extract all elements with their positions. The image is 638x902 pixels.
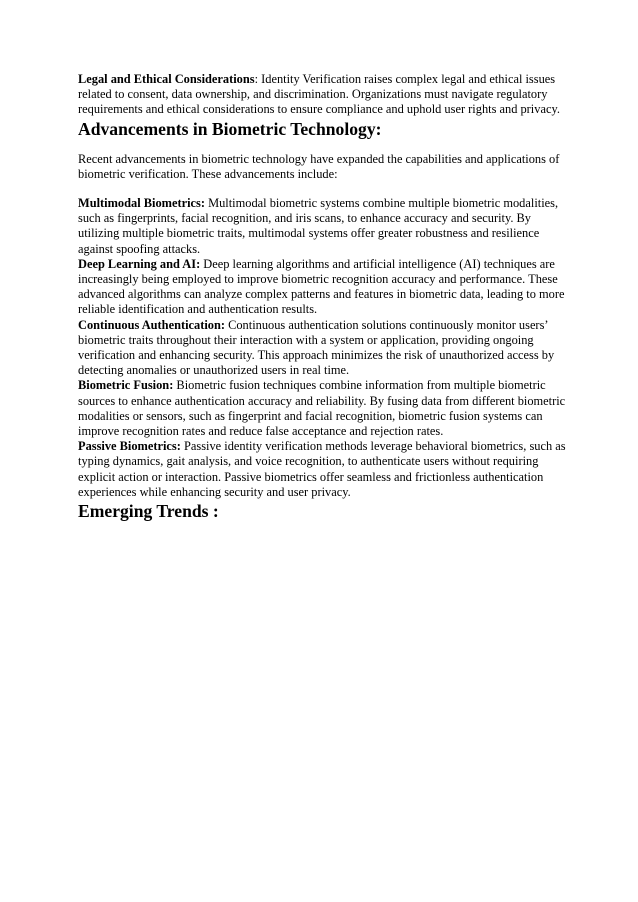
- document-page: [78, 72, 566, 521]
- multimodal-paragraph: [78, 196, 566, 257]
- passive-biometrics-paragraph: [78, 439, 566, 500]
- legal-ethical-term: Legal and Ethical Considerations: [78, 72, 255, 86]
- deep-learning-paragraph: [78, 257, 566, 318]
- legal-ethical-paragraph: [78, 72, 566, 118]
- continuous-auth-term: Continuous Authentication:: [78, 317, 225, 332]
- biometric-fusion-text: Biometric fusion techniques combine information from multiple biometric sources to enhance authentication accuracy and reliability. By fusing data from different biometric modalities or sensors, such as fingerprint and facial recognition, biometric fusion systems can improve recognition rates and reduce false acceptance and rejection rates.: [78, 378, 566, 439]
- passive-biometrics-term: Passive Biometrics:: [78, 439, 181, 454]
- continuous-auth-paragraph: [78, 318, 566, 379]
- passive-biometrics-text: Passive identity verification methods leverage behavioral biometrics, such as typing dynamics, gait analysis, and voice recognition, to authenticate users without requiring explicit action or interaction. Passive biometrics offer seamless and frictionless authentication experiences while enhancing security and user privacy.: [78, 439, 566, 499]
- biometric-fusion-term: Biometric Fusion:: [78, 378, 174, 393]
- multimodal-text: Multimodal biometric systems combine multiple biometric modalities, such as fingerprints, facial recognition, and iris scans, to enhance accuracy and security. By utilizing multiple biometric traits, multimodal systems offer greater robustness and resilience against spoofing attacks.: [78, 196, 559, 256]
- emerging-trends-heading: Emerging Trends :: [78, 501, 219, 522]
- biometric-fusion-paragraph: [78, 378, 566, 439]
- deep-learning-term: Deep Learning and AI:: [78, 256, 201, 271]
- advancements-intro: Recent advancements in biometric technology have expanded the capabilities and applications of biometric verification. These advancements include:: [78, 151, 560, 181]
- multimodal-term: Multimodal Biometrics:: [78, 196, 205, 211]
- advancements-heading: Advancements in Biometric Technology:: [78, 118, 382, 139]
- deep-learning-text: Deep learning algorithms and artificial intelligence (AI) techniques are increasingly being employed to improve biometric recognition accuracy and performance. These advanced algorithms can analyze complex patterns and features in biometric data, leading to more reliable identification and authentication results.: [78, 256, 565, 317]
- continuous-auth-text: Continuous authentication solutions continuously monitor users’ biometric traits throughout their interaction with a system or application, providing ongoing verification and enhancing security. This approach minimizes the risk of unauthorized access by detecting anomalies or unauthorized users in real time.: [78, 317, 555, 378]
- legal-ethical-text: : Identity Verification raises complex legal and ethical issues related to consent, data ownership, and discrimination. Organizations must navigate regulatory requirements and ethical considerations to ensure compliance and uphold user rights and privacy.: [78, 72, 560, 117]
